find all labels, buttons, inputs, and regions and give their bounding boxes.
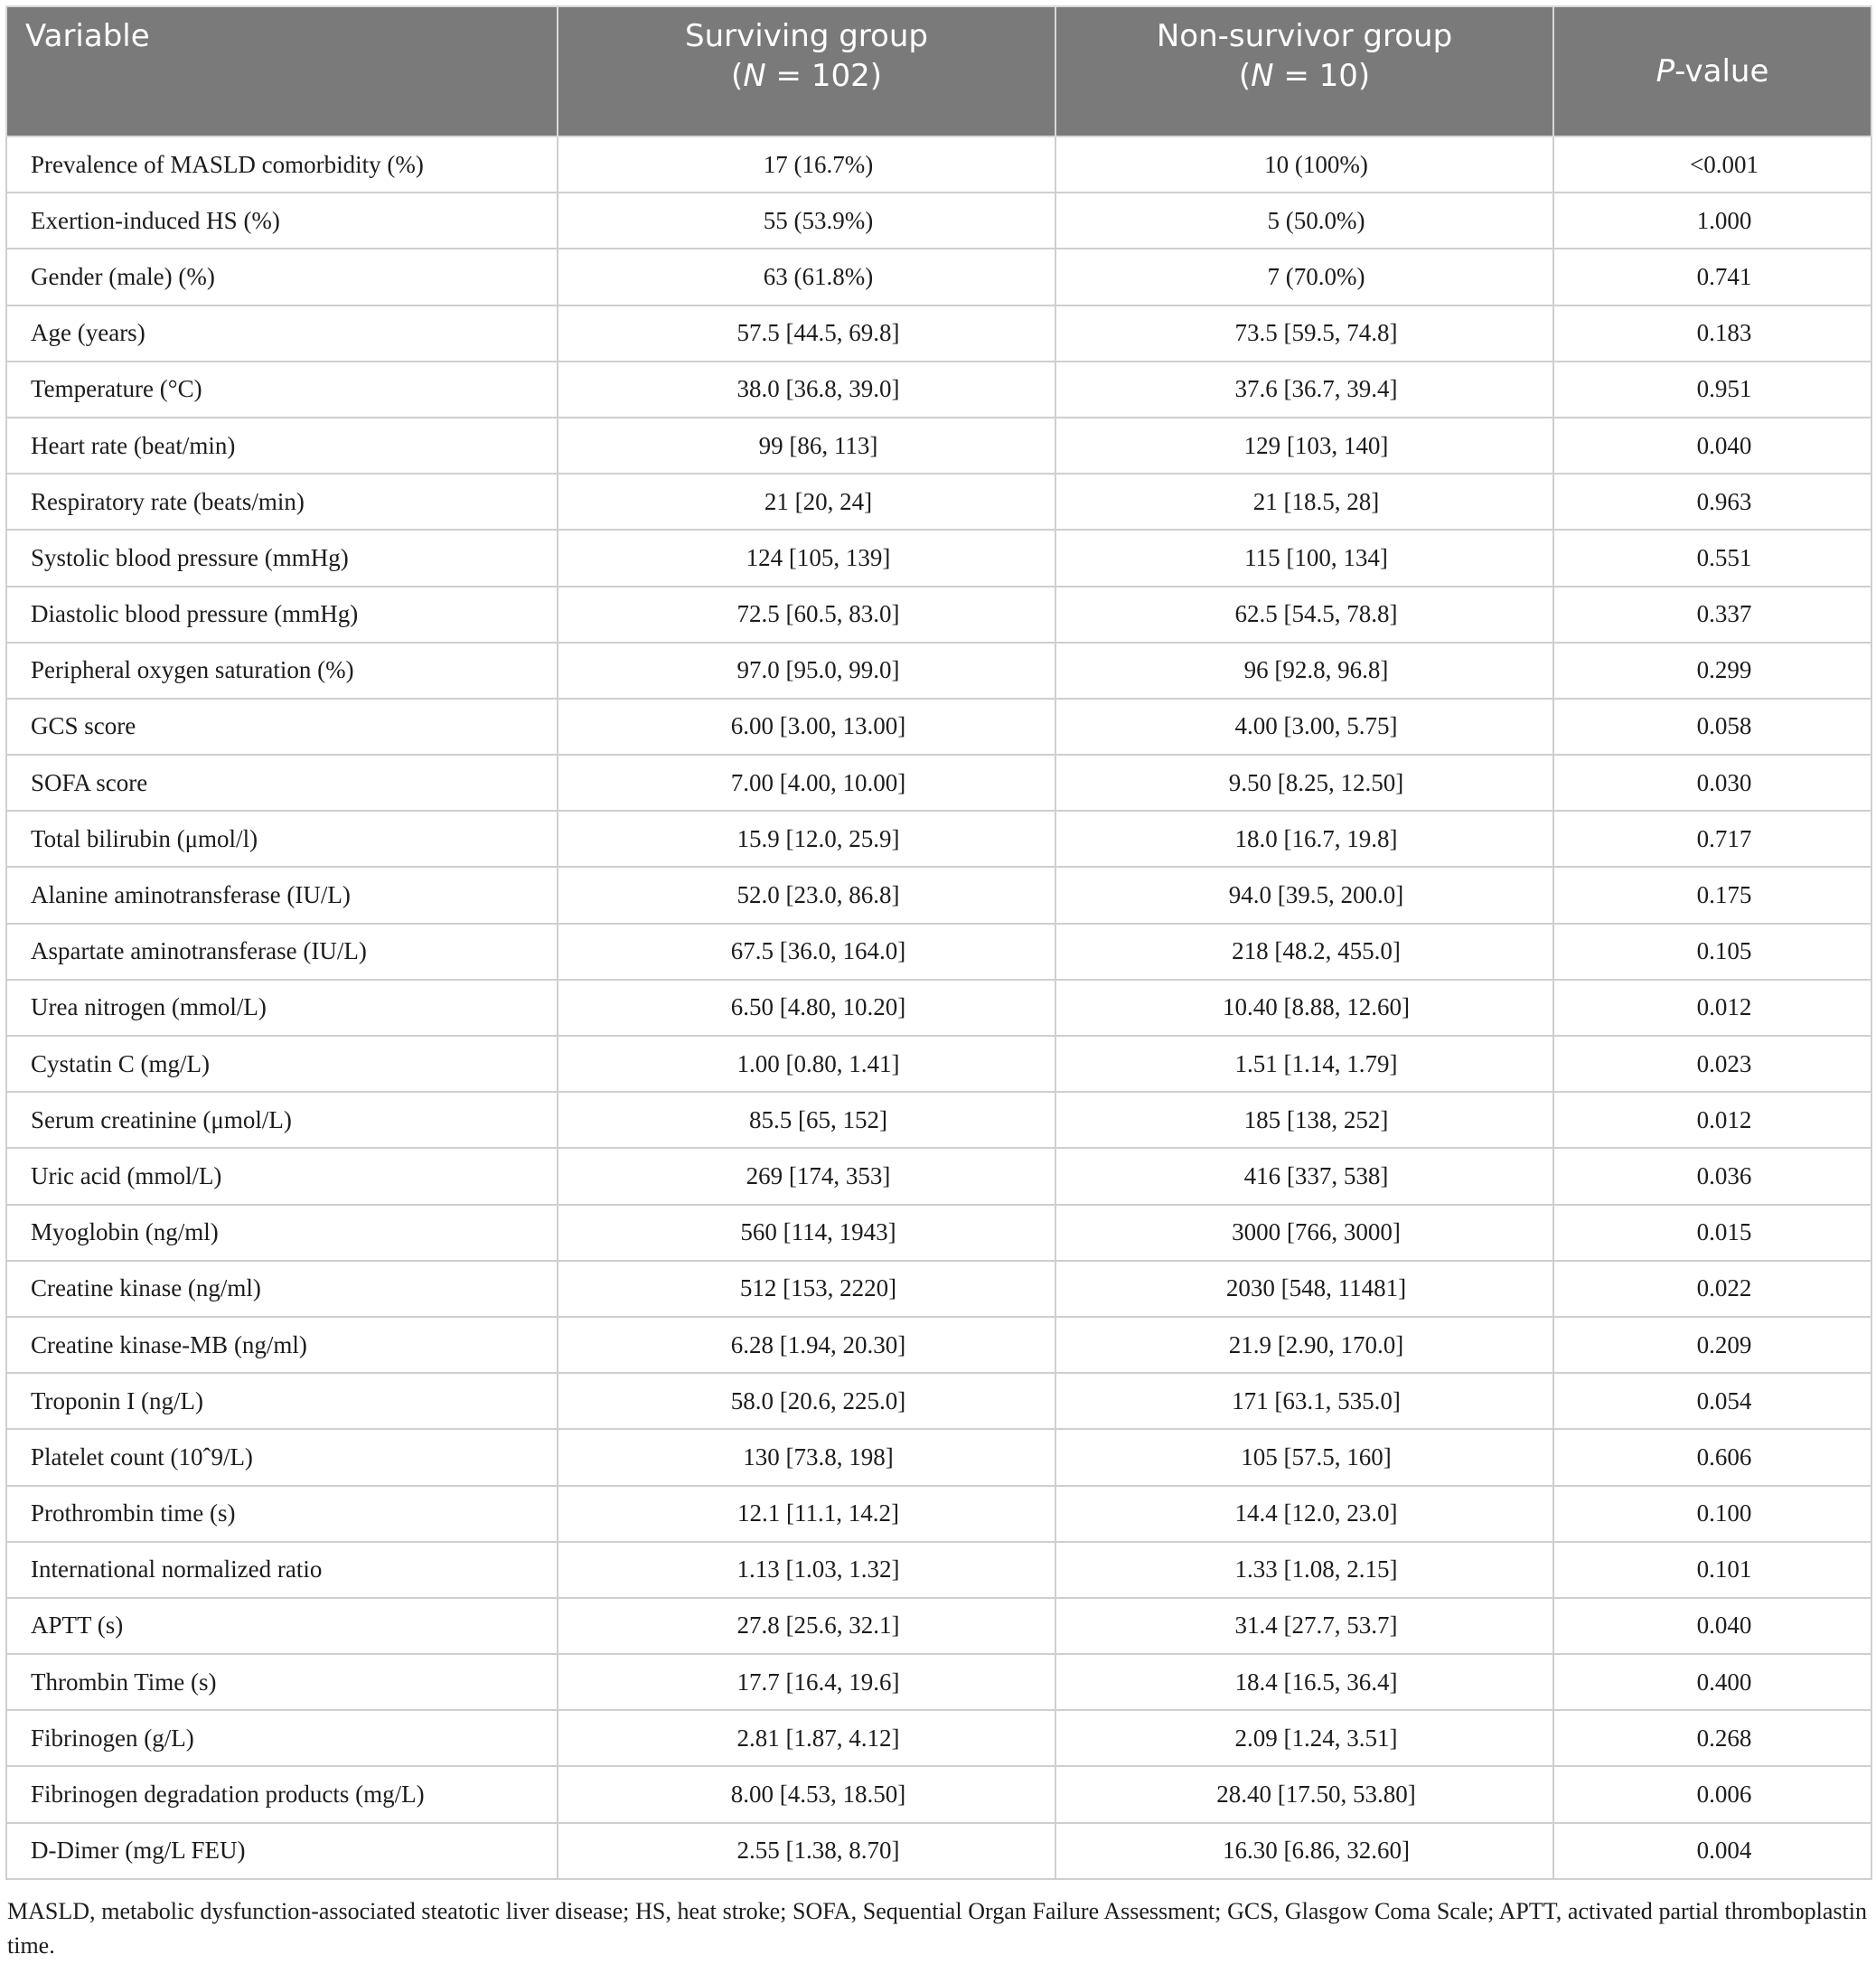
p-value-cell: 0.012 xyxy=(1553,980,1871,1036)
table-row xyxy=(6,1542,1871,1598)
surviving-group-cell: 97.0 [95.0, 99.0] xyxy=(558,643,1055,699)
header-p-value: P-value xyxy=(1553,6,1871,136)
surviving-group-cell: 99 [86, 113] xyxy=(558,418,1055,474)
variable-cell: Temperature (°C) xyxy=(6,362,558,418)
surviving-group-cell: 124 [105, 139] xyxy=(558,530,1055,586)
surviving-group-cell: 8.00 [4.53, 18.50] xyxy=(558,1766,1055,1822)
variable-cell: Diastolic blood pressure (mmHg) xyxy=(6,587,558,643)
non-survivor-group-cell: 18.4 [16.5, 36.4] xyxy=(1055,1654,1553,1710)
p-value-cell: 1.000 xyxy=(1553,193,1871,249)
p-value-cell: 0.036 xyxy=(1553,1148,1871,1204)
non-survivor-group-cell: 96 [92.8, 96.8] xyxy=(1055,643,1553,699)
p-value-cell: 0.015 xyxy=(1553,1205,1871,1261)
non-survivor-group-cell: 185 [138, 252] xyxy=(1055,1092,1553,1148)
non-survivor-group-cell: 21 [18.5, 28] xyxy=(1055,474,1553,530)
surviving-group-cell: 6.50 [4.80, 10.20] xyxy=(558,980,1055,1036)
table-row xyxy=(6,1429,1871,1485)
table-row xyxy=(6,1205,1871,1261)
non-survivor-group-cell: 94.0 [39.5, 200.0] xyxy=(1055,867,1553,923)
surviving-group-cell: 12.1 [11.1, 14.2] xyxy=(558,1486,1055,1542)
surviving-group-cell: 63 (61.8%) xyxy=(558,249,1055,305)
p-value-cell: 0.101 xyxy=(1553,1542,1871,1598)
surviving-group-cell: 57.5 [44.5, 69.8] xyxy=(558,305,1055,362)
variable-cell: Fibrinogen degradation products (mg/L) xyxy=(6,1766,558,1822)
non-survivor-group-cell: 18.0 [16.7, 19.8] xyxy=(1055,811,1553,867)
table-row xyxy=(6,924,1871,980)
p-value-cell: 0.040 xyxy=(1553,1598,1871,1654)
variable-cell: Troponin I (ng/L) xyxy=(6,1373,558,1429)
table-row xyxy=(6,136,1871,193)
p-value-cell: 0.717 xyxy=(1553,811,1871,867)
p-value-cell: <0.001 xyxy=(1553,136,1871,193)
variable-cell: Exertion-induced HS (%) xyxy=(6,193,558,249)
variable-cell: Urea nitrogen (mmol/L) xyxy=(6,980,558,1036)
variable-cell: Total bilirubin (μmol/l) xyxy=(6,811,558,867)
variable-cell: Aspartate aminotransferase (IU/L) xyxy=(6,924,558,980)
surviving-group-cell: 38.0 [36.8, 39.0] xyxy=(558,362,1055,418)
non-survivor-group-cell: 28.40 [17.50, 53.80] xyxy=(1055,1766,1553,1822)
variable-cell: Cystatin C (mg/L) xyxy=(6,1036,558,1092)
surviving-group-cell: 2.55 [1.38, 8.70] xyxy=(558,1823,1055,1879)
surviving-group-cell: 7.00 [4.00, 10.00] xyxy=(558,755,1055,811)
table-row xyxy=(6,1710,1871,1766)
table-row xyxy=(6,587,1871,643)
variable-cell: Prothrombin time (s) xyxy=(6,1486,558,1542)
non-survivor-group-cell: 9.50 [8.25, 12.50] xyxy=(1055,755,1553,811)
p-value-cell: 0.551 xyxy=(1553,530,1871,586)
table-footnote: MASLD, metabolic dysfunction-associated steatotic liver disease; HS, heat stroke; SOFA, Sequential Organ Failure Assessment; GCS, Glasgow Coma Scale; APTT, activated partial thromboplastin time. xyxy=(7,1898,1867,1959)
variable-cell: Platelet count (10ˆ9/L) xyxy=(6,1429,558,1485)
table-row xyxy=(6,530,1871,586)
table-row xyxy=(6,1766,1871,1822)
header-surviving-group: Surviving group (N = 102) xyxy=(558,6,1055,136)
table-row xyxy=(6,699,1871,755)
non-survivor-group-cell: 416 [337, 538] xyxy=(1055,1148,1553,1204)
non-survivor-group-cell: 218 [48.2, 455.0] xyxy=(1055,924,1553,980)
surviving-group-cell: 21 [20, 24] xyxy=(558,474,1055,530)
table-body xyxy=(6,136,1871,1879)
surviving-group-cell: 17 (16.7%) xyxy=(558,136,1055,193)
p-value-cell: 0.951 xyxy=(1553,362,1871,418)
p-value-cell: 0.209 xyxy=(1553,1317,1871,1373)
variable-cell: International normalized ratio xyxy=(6,1542,558,1598)
surviving-group-cell: 58.0 [20.6, 225.0] xyxy=(558,1373,1055,1429)
table-row xyxy=(6,1654,1871,1710)
variable-cell: Prevalence of MASLD comorbidity (%) xyxy=(6,136,558,193)
p-value-cell: 0.175 xyxy=(1553,867,1871,923)
non-survivor-group-cell: 10.40 [8.88, 12.60] xyxy=(1055,980,1553,1036)
table-row xyxy=(6,755,1871,811)
table-header-row xyxy=(6,6,1871,136)
p-value-cell: 0.030 xyxy=(1553,755,1871,811)
table-row xyxy=(6,1598,1871,1654)
table-row xyxy=(6,418,1871,474)
surviving-group-cell: 130 [73.8, 198] xyxy=(558,1429,1055,1485)
non-survivor-group-cell: 129 [103, 140] xyxy=(1055,418,1553,474)
non-survivor-group-cell: 115 [100, 134] xyxy=(1055,530,1553,586)
non-survivor-group-cell: 7 (70.0%) xyxy=(1055,249,1553,305)
non-survivor-group-cell: 62.5 [54.5, 78.8] xyxy=(1055,587,1553,643)
variable-cell: GCS score xyxy=(6,699,558,755)
p-value-cell: 0.606 xyxy=(1553,1429,1871,1485)
non-survivor-group-cell: 37.6 [36.7, 39.4] xyxy=(1055,362,1553,418)
non-survivor-group-cell: 2030 [548, 11481] xyxy=(1055,1261,1553,1317)
surviving-group-cell: 512 [153, 2220] xyxy=(558,1261,1055,1317)
surviving-group-cell: 1.13 [1.03, 1.32] xyxy=(558,1542,1055,1598)
table-row xyxy=(6,643,1871,699)
non-survivor-group-cell: 1.33 [1.08, 2.15] xyxy=(1055,1542,1553,1598)
non-survivor-group-cell: 171 [63.1, 535.0] xyxy=(1055,1373,1553,1429)
p-value-cell: 0.023 xyxy=(1553,1036,1871,1092)
variable-cell: Fibrinogen (g/L) xyxy=(6,1710,558,1766)
surviving-group-cell: 6.28 [1.94, 20.30] xyxy=(558,1317,1055,1373)
surviving-group-cell: 17.7 [16.4, 19.6] xyxy=(558,1654,1055,1710)
p-value-cell: 0.100 xyxy=(1553,1486,1871,1542)
surviving-group-cell: 55 (53.9%) xyxy=(558,193,1055,249)
non-survivor-group-cell: 73.5 [59.5, 74.8] xyxy=(1055,305,1553,362)
surviving-group-cell: 52.0 [23.0, 86.8] xyxy=(558,867,1055,923)
header-variable: Variable xyxy=(6,6,558,136)
p-value-cell: 0.400 xyxy=(1553,1654,1871,1710)
p-value-cell: 0.054 xyxy=(1553,1373,1871,1429)
table-row xyxy=(6,474,1871,530)
p-value-cell: 0.299 xyxy=(1553,643,1871,699)
table-row xyxy=(6,1823,1871,1879)
surviving-group-cell: 6.00 [3.00, 13.00] xyxy=(558,699,1055,755)
non-survivor-group-cell: 1.51 [1.14, 1.79] xyxy=(1055,1036,1553,1092)
surviving-group-cell: 27.8 [25.6, 32.1] xyxy=(558,1598,1055,1654)
non-survivor-group-cell: 10 (100%) xyxy=(1055,136,1553,193)
table-row xyxy=(6,1486,1871,1542)
variable-cell: Myoglobin (ng/ml) xyxy=(6,1205,558,1261)
p-value-cell: 0.040 xyxy=(1553,418,1871,474)
non-survivor-group-cell: 5 (50.0%) xyxy=(1055,193,1553,249)
surviving-group-cell: 1.00 [0.80, 1.41] xyxy=(558,1036,1055,1092)
table-row xyxy=(6,305,1871,362)
variable-cell: SOFA score xyxy=(6,755,558,811)
table-row xyxy=(6,362,1871,418)
p-value-cell: 0.022 xyxy=(1553,1261,1871,1317)
p-value-cell: 0.741 xyxy=(1553,249,1871,305)
surviving-group-cell: 67.5 [36.0, 164.0] xyxy=(558,924,1055,980)
table-row xyxy=(6,980,1871,1036)
p-value-cell: 0.004 xyxy=(1553,1823,1871,1879)
non-survivor-group-cell: 105 [57.5, 160] xyxy=(1055,1429,1553,1485)
surviving-group-cell: 15.9 [12.0, 25.9] xyxy=(558,811,1055,867)
surviving-group-cell: 85.5 [65, 152] xyxy=(558,1092,1055,1148)
non-survivor-group-cell: 16.30 [6.86, 32.60] xyxy=(1055,1823,1553,1879)
surviving-group-cell: 72.5 [60.5, 83.0] xyxy=(558,587,1055,643)
p-value-cell: 0.006 xyxy=(1553,1766,1871,1822)
variable-cell: D-Dimer (mg/L FEU) xyxy=(6,1823,558,1879)
p-value-cell: 0.337 xyxy=(1553,587,1871,643)
header-non-survivor-group: Non-survivor group (N = 10) xyxy=(1055,6,1553,136)
variable-cell: Creatine kinase (ng/ml) xyxy=(6,1261,558,1317)
data-table xyxy=(5,5,1872,1880)
table-row xyxy=(6,1317,1871,1373)
data-table-container xyxy=(5,5,1871,1880)
variable-cell: Creatine kinase-MB (ng/ml) xyxy=(6,1317,558,1373)
p-value-cell: 0.058 xyxy=(1553,699,1871,755)
variable-cell: Respiratory rate (beats/min) xyxy=(6,474,558,530)
variable-cell: Heart rate (beat/min) xyxy=(6,418,558,474)
p-value-cell: 0.268 xyxy=(1553,1710,1871,1766)
table-row xyxy=(6,249,1871,305)
variable-cell: Peripheral oxygen saturation (%) xyxy=(6,643,558,699)
p-value-cell: 0.183 xyxy=(1553,305,1871,362)
table-row xyxy=(6,1036,1871,1092)
table-row xyxy=(6,1092,1871,1148)
variable-cell: Uric acid (mmol/L) xyxy=(6,1148,558,1204)
p-value-cell: 0.963 xyxy=(1553,474,1871,530)
p-value-cell: 0.012 xyxy=(1553,1092,1871,1148)
variable-cell: Thrombin Time (s) xyxy=(6,1654,558,1710)
variable-cell: Serum creatinine (μmol/L) xyxy=(6,1092,558,1148)
non-survivor-group-cell: 21.9 [2.90, 170.0] xyxy=(1055,1317,1553,1373)
table-row xyxy=(6,867,1871,923)
non-survivor-group-cell: 3000 [766, 3000] xyxy=(1055,1205,1553,1261)
non-survivor-group-cell: 2.09 [1.24, 3.51] xyxy=(1055,1710,1553,1766)
table-row xyxy=(6,811,1871,867)
variable-cell: APTT (s) xyxy=(6,1598,558,1654)
table-row xyxy=(6,1261,1871,1317)
variable-cell: Alanine aminotransferase (IU/L) xyxy=(6,867,558,923)
table-row xyxy=(6,193,1871,249)
variable-cell: Systolic blood pressure (mmHg) xyxy=(6,530,558,586)
surviving-group-cell: 560 [114, 1943] xyxy=(558,1205,1055,1261)
variable-cell: Gender (male) (%) xyxy=(6,249,558,305)
table-row xyxy=(6,1148,1871,1204)
table-row xyxy=(6,1373,1871,1429)
variable-cell: Age (years) xyxy=(6,305,558,362)
surviving-group-cell: 2.81 [1.87, 4.12] xyxy=(558,1710,1055,1766)
non-survivor-group-cell: 14.4 [12.0, 23.0] xyxy=(1055,1486,1553,1542)
non-survivor-group-cell: 4.00 [3.00, 5.75] xyxy=(1055,699,1553,755)
surviving-group-cell: 269 [174, 353] xyxy=(558,1148,1055,1204)
p-value-cell: 0.105 xyxy=(1553,924,1871,980)
non-survivor-group-cell: 31.4 [27.7, 53.7] xyxy=(1055,1598,1553,1654)
